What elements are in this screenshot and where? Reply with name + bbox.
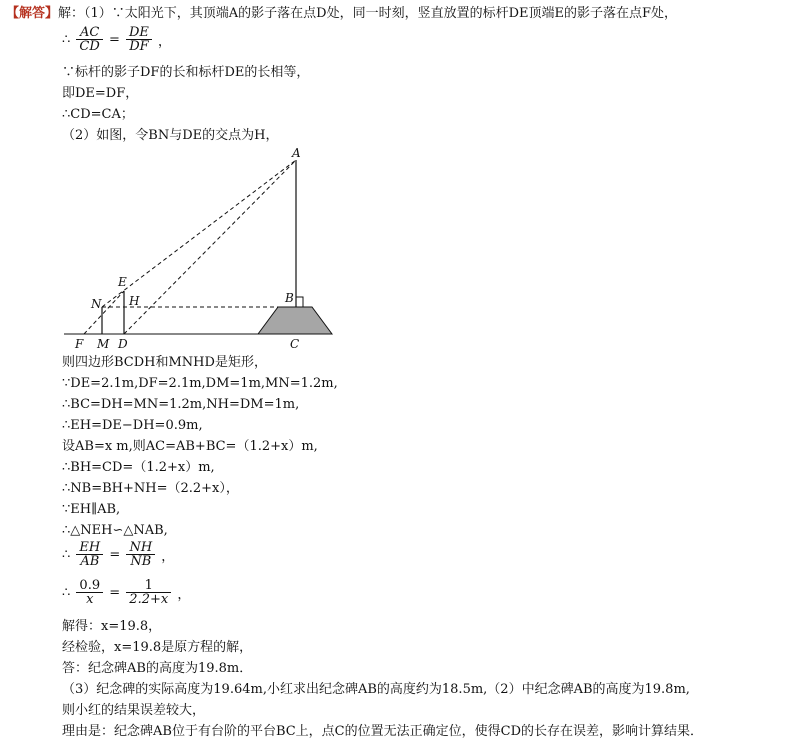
solution-line: 理由是：纪念碑AB位于有台阶的平台BC上，点C的位置无法正确定位，使得CD的长存在误差，影响计算结果． — [62, 724, 703, 739]
label-e: E — [118, 275, 127, 289]
label-m: M — [97, 337, 110, 351]
solution-line: ∵DE=2.1m,DF=2.1m,DM=1m,MN=1.2m, — [62, 376, 338, 391]
solution-line: ∴BC=DH=MN=1.2m,NH=DM=1m, — [62, 397, 300, 412]
therefore-symbol: ∴ — [62, 585, 71, 601]
label-n: N — [91, 297, 102, 311]
label-f: F — [75, 337, 84, 351]
solution-line: ∵EH∥AB, — [62, 502, 121, 517]
label-h: H — [129, 294, 140, 308]
solution-line-1 — [6, 6, 677, 22]
therefore-symbol: ∴ — [62, 547, 71, 563]
equals-sign: = — [109, 547, 121, 563]
label-d: D — [118, 337, 128, 351]
fraction-09-x: $\frac{0.9}{x}$ — [76, 579, 103, 607]
fraction-de-df: $\frac{DE}{DF}$ — [126, 26, 152, 54]
solution-line: ∴BH=CD=（1.2+x）m, — [62, 460, 215, 475]
equals-sign: = — [108, 32, 120, 48]
solution-line: 解得：x=19.8， — [62, 619, 162, 634]
fraction-eh-ab: $\frac{EH}{AB}$ — [76, 541, 103, 569]
fraction-ac-cd: $\frac{AC}{CD}$ — [76, 26, 102, 54]
right-angle-mark-b — [296, 297, 303, 307]
label-a: A — [292, 146, 301, 160]
fraction-nh-nb: $\frac{NH}{NB}$ — [126, 541, 155, 569]
ratio-equation-1: ∴ $\frac{AC}{CD}$ = $\frac{DE}{DF}$ ， — [62, 25, 172, 54]
label-c: C — [290, 337, 300, 351]
solution-line: 则四边形BCDH和MNHD是矩形， — [62, 355, 267, 370]
ratio-equation-3: ∴ $\frac{0.9}{x}$ = $\frac{1}{2.2+x}$ ， — [62, 578, 191, 607]
ratio-equation-2: ∴ $\frac{EH}{AB}$ = $\frac{NH}{NB}$ ， — [62, 540, 175, 569]
geometry-figure — [60, 145, 350, 355]
solution-line: 经检验，x=19.8是原方程的解， — [62, 640, 253, 655]
solution-line: （2）如图，令BN与DE的交点为H， — [62, 128, 279, 143]
dashed-da — [124, 160, 296, 334]
solution-line: 则小红的结果误差较大， — [62, 703, 206, 718]
solution-line: 即DE=DF， — [62, 86, 139, 101]
fraction-1-22x: $\frac{1}{2.2+x}$ — [126, 579, 171, 607]
solution-line: 设AB=x m,则AC=AB+BC=（1.2+x）m, — [62, 439, 318, 454]
solution-line: （3）纪念碑的实际高度为19.64m,小红求出纪念碑AB的高度约为18.5m,（2）中纪念碑AB的高度为19.8m, — [62, 682, 690, 697]
dashed-fe — [84, 291, 124, 334]
therefore-symbol: ∴ — [62, 32, 71, 48]
solution-line: ∴EH=DE−DH=0.9m, — [62, 418, 203, 433]
part1-statement: 解：（1）∵太阳光下，其顶端A的影子落在点D处，同一时刻，竖直放置的标杆DE顶端E的影子落在点F处， — [58, 6, 678, 21]
solution-line: 答：纪念碑AB的高度为19.8m． — [62, 661, 253, 676]
solution-line: ∴△NEH∽△NAB, — [62, 523, 168, 538]
platform-trapezoid — [258, 307, 332, 334]
solution-line: ∴NB=BH+NH=（2.2+x）， — [62, 481, 239, 496]
solution-line: ∵标杆的影子DF的长和标杆DE的长相等， — [62, 65, 310, 80]
solution-line: ∴CD=CA； — [62, 107, 134, 122]
answer-tag: 【解答】 — [6, 6, 59, 21]
label-b: B — [285, 291, 294, 305]
equals-sign: = — [109, 585, 121, 601]
dashed-na — [102, 160, 296, 307]
